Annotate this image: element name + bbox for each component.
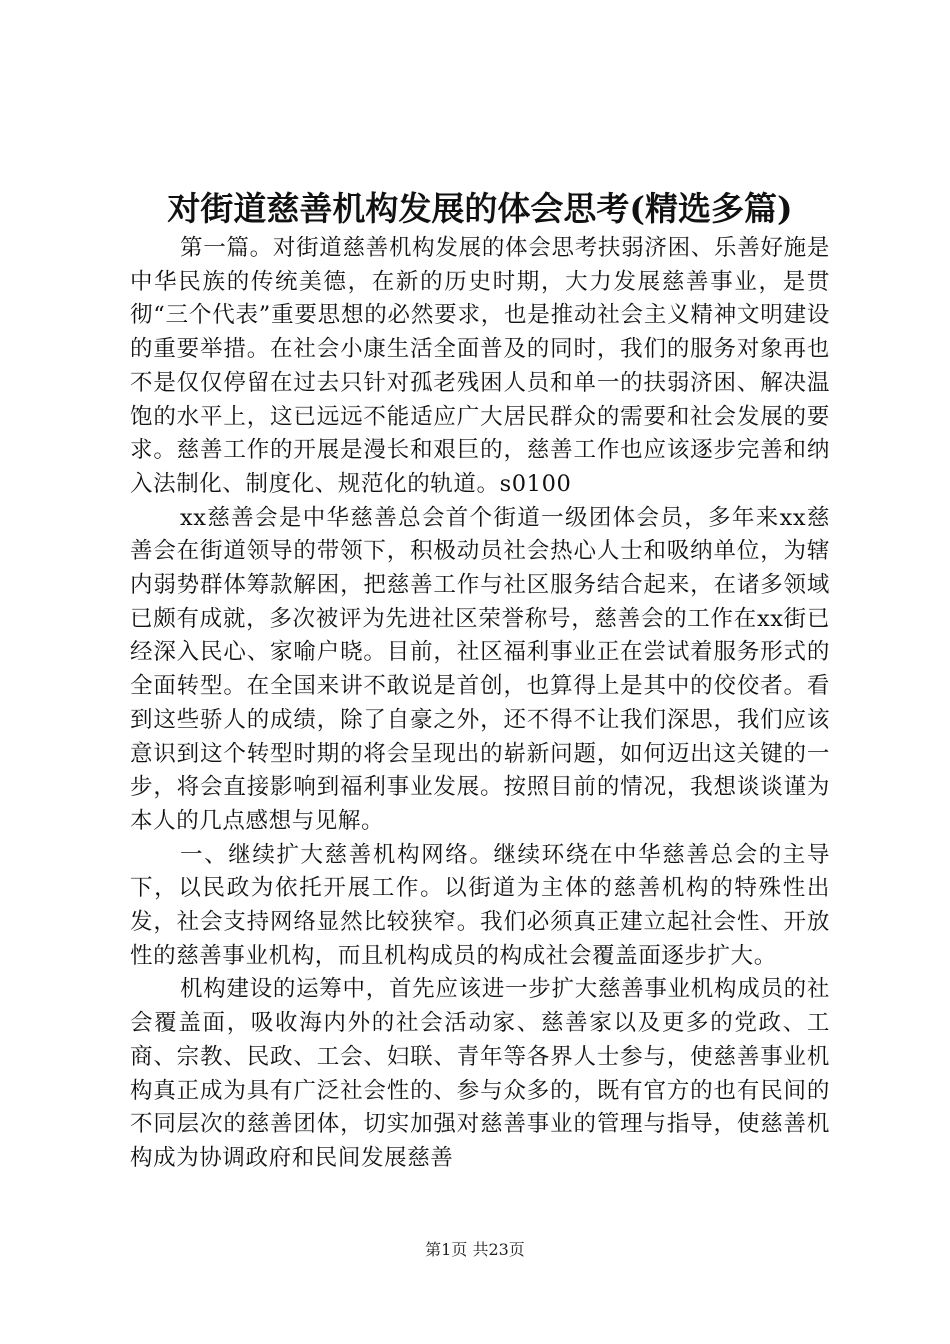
paragraph-2: xx慈善会是中华慈善总会首个街道一级团体会员，多年来xx慈善会在街道领导的带领下，积极动员社会热心人士和吸纳单位，为辖内弱势群体筹款解困，把慈善工作与社区服务结合起来，在诸多领域已颇有成就，多次被评为先进社区荣誉称号，慈善会的工作在xx街已经深入民心、家喻户晓。目前，社区福利事业正在尝试着服务形式的全面转型。在全国来讲不敢说是首创，也算得上是其中的佼佼者。看到这些骄人的成绩，除了自豪之外，还不得不让我们深思，我们应该意识到这个转型时期的将会呈现出的崭新问题，如何迈出这关键的一步，将会直接影响到福利事业发展。按照目前的情况，我想谈谈谨为本人的几点感想与见解。 [130, 504, 830, 834]
paragraph-3: 一、继续扩大慈善机构网络。继续环绕在中华慈善总会的主导下，以民政为依托开展工作。以街道为主体的慈善机构的特殊性出发，社会支持网络显然比较狭窄。我们必须真正建立起社会性、开放性的慈善事业机构，而且机构成员的构成社会覆盖面逐步扩大。 [130, 841, 830, 969]
document-title: 对街道慈善机构发展的体会思考(精选多篇) [167, 189, 793, 228]
paragraph-1: 第一篇。对街道慈善机构发展的体会思考扶弱济困、乐善好施是中华民族的传统美德，在新的历史时期，大力发展慈善事业，是贯彻“三个代表”重要思想的必然要求，也是推动社会主义精神文明建设的重要举措。在社会小康生活全面普及的同时，我们的服务对象再也不是仅仅停留在过去只针对孤老残困人员和单一的扶弱济困、解决温饱的水平上，这已远远不能适应广大居民群众的需要和社会发展的要求。慈善工作的开展是漫长和艰巨的，慈善工作也应该逐步完善和纳入法制化、制度化、规范化的轨道。s0100 [130, 235, 830, 497]
paragraph-4: 机构建设的运筹中，首先应该进一步扩大慈善事业机构成员的社会覆盖面，吸收海内外的社会活动家、慈善家以及更多的党政、工商、宗教、民政、工会、妇联、青年等各界人士参与，使慈善事业机构真正成为具有广泛社会性的、参与众多的，既有官方的也有民间的不同层次的慈善团体，切实加强对慈善事业的管理与指导，使慈善机构成为协调政府和民间发展慈善 [130, 976, 830, 1171]
page-number-footer: 第1页 共23页 [425, 1240, 525, 1259]
document-body [130, 232, 830, 1176]
